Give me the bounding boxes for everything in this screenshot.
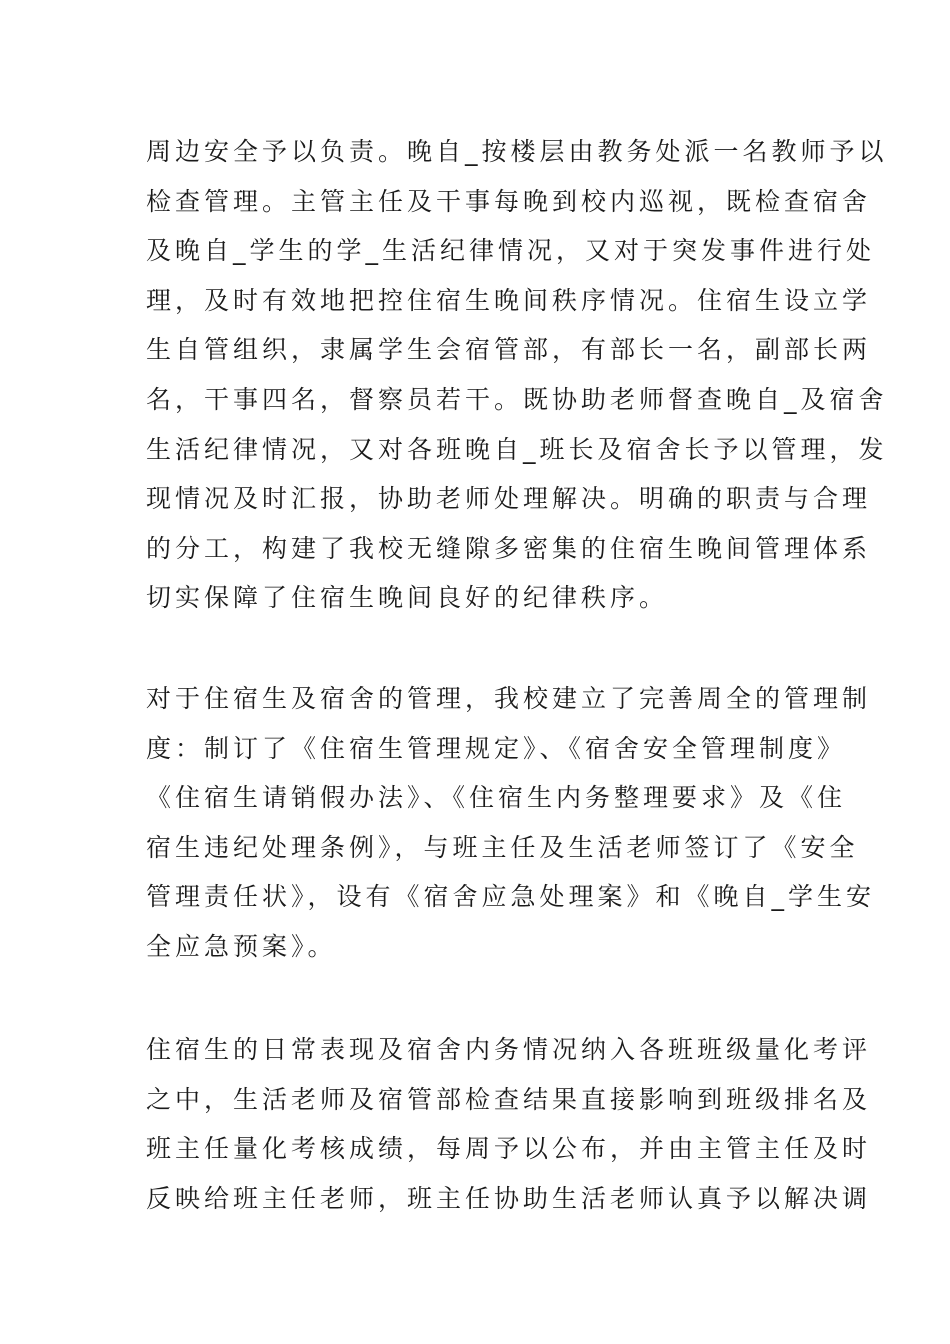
text-line: 对于住宿生及宿舍的管理，我校建立了完善周全的管理制 (146, 684, 872, 713)
text-line: 宿生违纪处理条例》，与班主任及生活老师签订了《安全 (146, 832, 859, 862)
paragraph-evaluation (146, 1025, 872, 1223)
text-line: 切实保障了住宿生晚间良好的纪律秩序。 (146, 583, 669, 613)
text-line: 住宿生的日常表现及宿舍内务情况纳入各班班级量化考评 (146, 1035, 872, 1064)
text-line: 现情况及时汇报，协助老师处理解决。明确的职责与合理 (146, 484, 872, 514)
text-line: 管理责任状》，设有《宿舍应急处理案》和《晚自_学生安 (146, 882, 876, 912)
text-line: 班主任量化考核成绩，每周予以公布，并由主管主任及时 (146, 1134, 872, 1164)
text-line: 理，及时有效地把控住宿生晚间秩序情况。住宿生设立学 (146, 285, 872, 315)
text-line: 之中，生活老师及宿管部检查结果直接影响到班级排名及 (146, 1084, 872, 1114)
text-line: 名，干事四名，督察员若干。既协助老师督查晚自_及宿舍 (146, 384, 888, 414)
paragraph-dormitory-supervision (146, 127, 888, 623)
text-line: 度：制订了《住宿生管理规定》、《宿舍安全管理制度》 (146, 733, 847, 763)
text-line: 全应急预案》。 (146, 931, 337, 961)
text-line: 《住宿生请销假办法》、《住宿生内务整理要求》及《住 (146, 783, 847, 813)
text-line: 周边安全予以负责。晚自_按楼层由教务处派一名教师予以 (146, 137, 888, 166)
paragraph-management-rules (146, 674, 876, 972)
text-line: 生自管组织，隶属学生会宿管部，有部长一名，副部长两 (146, 335, 872, 365)
text-line: 生活纪律情况，又对各班晚自_班长及宿舍长予以管理，发 (146, 434, 888, 464)
text-line: 的分工，构建了我校无缝隙多密集的住宿生晚间管理体系 (146, 533, 872, 563)
text-line: 及晚自_学生的学_生活纪律情况，又对于突发事件进行处 (146, 236, 876, 266)
text-line: 检查管理。主管主任及干事每晚到校内巡视，既检查宿舍 (146, 186, 872, 216)
text-line: 反映给班主任老师，班主任协助生活老师认真予以解决调 (146, 1183, 872, 1213)
